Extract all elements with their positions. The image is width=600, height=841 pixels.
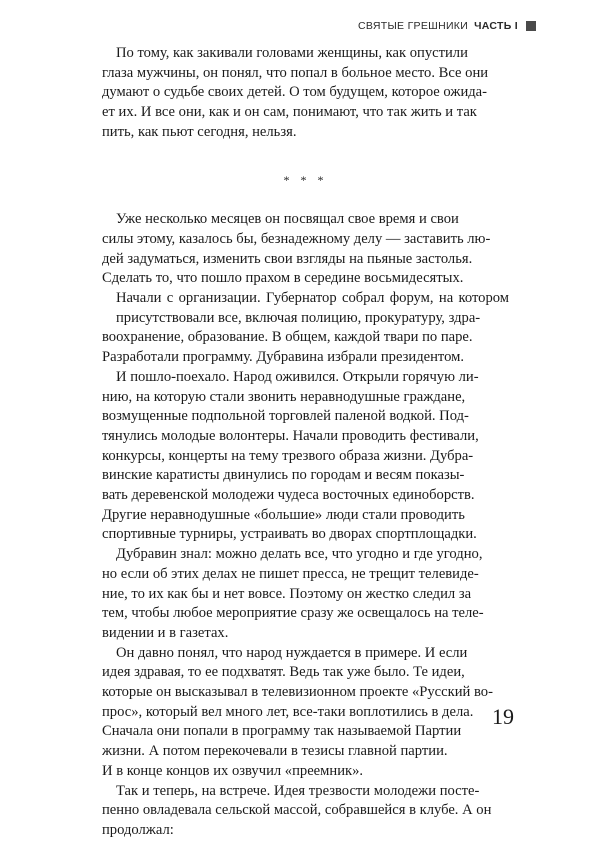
text-line: Разработали программу. Дубравина избрали президентом.: [102, 349, 465, 366]
text-line: глаза мужчины, он понял, что попал в больное место. Все они: [102, 64, 489, 81]
text-line: дей задуматься, изменить свои взгляды на пьяные застолья.: [102, 250, 473, 267]
text-line: тянулись молодые волонтеры. Начали проводить фестивали,: [102, 427, 479, 444]
text-line: силы этому, казалось бы, безнадежному делу — заставить лю-: [102, 230, 491, 247]
text-line: нию, на которую стали звонить неравнодушные граждане,: [102, 388, 466, 405]
text-line: ние, то их как бы и нет вовсе. Поэтому он жестко следил за: [102, 585, 472, 602]
book-title: СВЯТЫЕ ГРЕШНИКИ: [358, 20, 469, 32]
text-line: Сначала они попали в программу так называемой Партии: [102, 723, 462, 740]
text-line: По тому, как закивали головами женщины, как опустили: [116, 45, 468, 61]
text-line: конкурсы, концерты на тему трезвого образа жизни. Дубра-: [102, 447, 474, 464]
text-line: И в конце концов их озвучил «преемник».: [102, 762, 364, 779]
text-line: Другие неравнодушные «большие» люди стали проводить: [102, 506, 465, 523]
text-line: Уже несколько месяцев он посвящал свое время и свои: [116, 211, 459, 228]
text-line: видении и в газетах.: [102, 624, 229, 641]
text-line: винские каратисты двинулись по городам и весям показы-: [102, 467, 465, 484]
text-line: Так и теперь, на встрече. Идея трезвости молодежи посте-: [116, 782, 480, 799]
text-line: спортивные турниры, устраивать во дворах спортплощадки.: [102, 526, 477, 543]
text-line: возмущенные подпольной торговлей паленой водкой. Под-: [102, 408, 469, 425]
text-line: И пошло-поехало. Народ оживился. Открыли горячую ли-: [116, 368, 479, 385]
gap: [102, 196, 509, 210]
text-line: Дубравин знал: можно делать все, что угодно и где угодно,: [116, 546, 483, 563]
text-line: вать деревенской молодежи чудеса восточных единоборств.: [102, 487, 475, 504]
text-line: жизни. А потом перекочевали в тезисы главной партии.: [102, 743, 448, 760]
part-label: ЧАСТЬ I: [474, 20, 518, 32]
text-line: думают о судьбе своих детей. О том будущем, которое ожида-: [102, 84, 488, 101]
text-line: идея здравая, то ее подхватят. Ведь так уже было. Те идеи,: [102, 664, 465, 681]
text-line: Сделать то, что пошло прахом в середине восьмидесятых.: [102, 270, 464, 287]
text-line: тем, чтобы любое мероприятие сразу же освещалось на теле-: [102, 605, 484, 622]
gap: [102, 143, 509, 157]
body-text: [102, 44, 509, 841]
text-line: пенно овладевала сельской массой, собравшейся в клубе. А он: [102, 802, 492, 819]
text-line: пить, как пьют сегодня, нельзя.: [102, 123, 297, 140]
section-separator: * * *: [283, 172, 328, 187]
text-line: прос», который вел много лет, все-таки воплотились в дела.: [102, 703, 474, 720]
text-line: продолжал:: [102, 822, 174, 838]
text-line: Он давно понял, что народ нуждается в примере. И если: [116, 644, 468, 661]
running-header: [358, 20, 518, 32]
text-line: Начали с организации. Губернатор собрал форум, на котором присутствовали все, включая полицию, прокуратуру, здра-: [116, 290, 509, 326]
header-square-icon: [526, 21, 536, 31]
text-line: которые он высказывал в телевизионном проекте «Русский во-: [102, 684, 493, 701]
text-line: ет их. И все они, как и он сам, понимают, что так жить и так: [102, 104, 477, 121]
text-line: но если об этих делах не пишет пресса, не трещит телевиде-: [102, 565, 479, 582]
page-number: 19: [492, 704, 514, 729]
text-line: воохранение, образование. В общем, каждой твари по паре.: [102, 329, 473, 346]
